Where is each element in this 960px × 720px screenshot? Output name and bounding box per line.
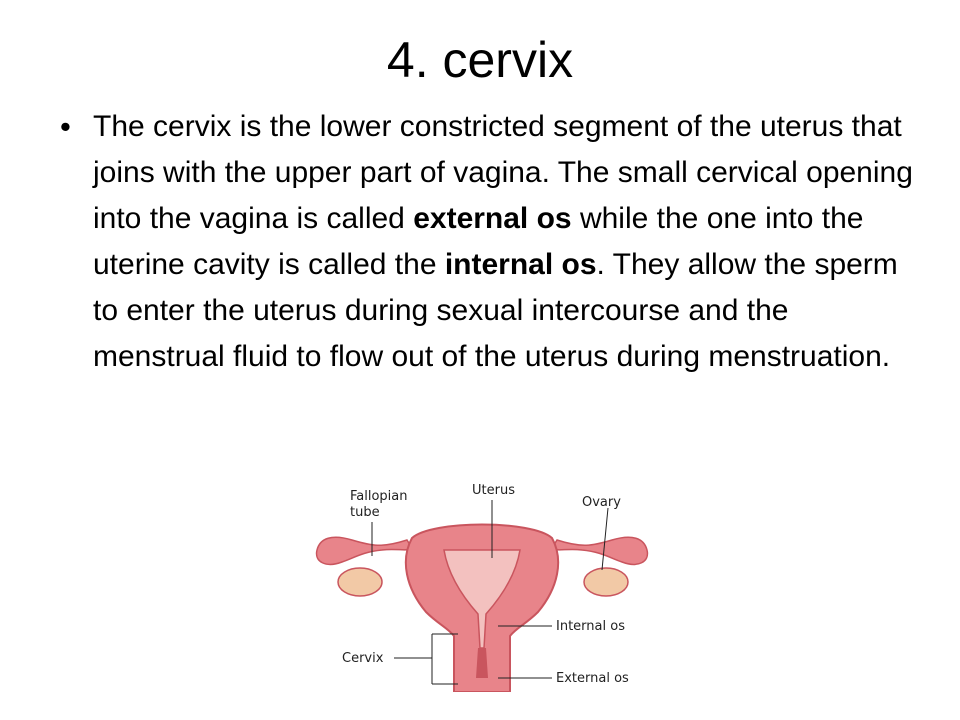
body-paragraph (93, 104, 928, 380)
slide-title: 4. cervix (386, 32, 574, 88)
bullet-icon: • (60, 109, 71, 144)
cervical-canal (476, 648, 488, 678)
label-cervix: Cervix (342, 651, 384, 666)
paragraph-text-1: The cervix is the lower constricted segment of the uterus that joins with the upper part of vagina. The small cervical opening into the vagina is called (93, 110, 913, 235)
paragraph-text-3: . They allow the sperm to enter the uterus during sexual intercourse and the menstrual fluid to flow out of the uterus during menstruation. (93, 248, 898, 373)
label-fallopian-line2: tube (350, 505, 380, 520)
uterus-diagram (312, 478, 652, 692)
label-external-os: External os (556, 671, 629, 686)
label-ovary: Ovary (582, 495, 621, 510)
left-fallopian-tube (317, 537, 412, 564)
right-fallopian-tube (552, 537, 647, 564)
left-ovary (338, 568, 382, 596)
right-ovary (584, 568, 628, 596)
paragraph-text-2: while the one into the uterine cavity is called the (93, 202, 864, 281)
term-external-os: external os (413, 202, 572, 235)
label-uterus: Uterus (472, 483, 515, 498)
label-internal-os: Internal os (556, 619, 625, 634)
term-internal-os: internal os (444, 248, 597, 281)
label-fallopian-line1: Fallopian (350, 489, 408, 504)
